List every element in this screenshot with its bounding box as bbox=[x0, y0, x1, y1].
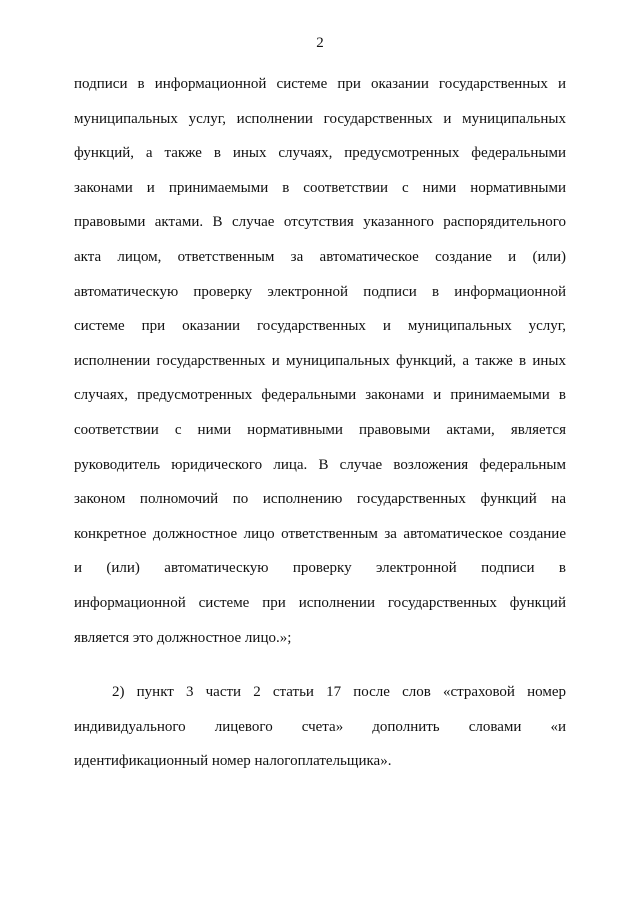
document-body bbox=[74, 67, 566, 779]
text-line: информационной системе при исполнении государственных функций bbox=[74, 594, 566, 611]
text-line: руководитель юридического лица. В случае возложения федеральным bbox=[74, 456, 566, 473]
text-line: правовыми актами. В случае отсутствия указанного распорядительного bbox=[74, 214, 566, 231]
text-line: системе при оказании государственных и муниципальных услуг, bbox=[74, 318, 566, 335]
text-line: подписи в информационной системе при оказании государственных и bbox=[74, 76, 566, 92]
paragraph-gap bbox=[74, 655, 566, 675]
text-line: конкретное должностное лицо ответственным за автоматическое создание bbox=[74, 525, 566, 542]
page-number: 2 bbox=[316, 35, 324, 51]
text-line: соответствии с ними нормативными правовыми актами, является bbox=[74, 421, 566, 438]
text-line: 2) пункт 3 части 2 статьи 17 после слов «страховой номер bbox=[112, 684, 566, 701]
text-line: индивидуального лицевого счета» дополнить словами «и bbox=[74, 718, 566, 735]
text-line: идентификационный номер налогоплательщика». bbox=[74, 753, 392, 770]
paragraph-continuation bbox=[74, 67, 566, 655]
text-line: акта лицом, ответственным за автоматическое создание и (или) bbox=[74, 248, 566, 265]
text-line: муниципальных услуг, исполнении государственных и муниципальных bbox=[74, 110, 566, 127]
text-line: случаях, предусмотренных федеральными законами и принимаемыми в bbox=[74, 387, 566, 404]
text-line: автоматическую проверку электронной подписи в информационной bbox=[74, 283, 566, 300]
text-line: и (или) автоматическую проверку электронной подписи в bbox=[74, 560, 566, 577]
text-line: является это должностное лицо.»; bbox=[74, 629, 292, 646]
text-line: функций, а также в иных случаях, предусмотренных федеральными bbox=[74, 145, 566, 162]
text-line: законами и принимаемыми в соответствии с ними нормативными bbox=[74, 179, 566, 196]
text-line: исполнении государственных и муниципальных функций, а также в иных bbox=[74, 352, 566, 369]
paragraph-item-2 bbox=[74, 675, 566, 779]
text-line: законом полномочий по исполнению государственных функций на bbox=[74, 491, 566, 508]
